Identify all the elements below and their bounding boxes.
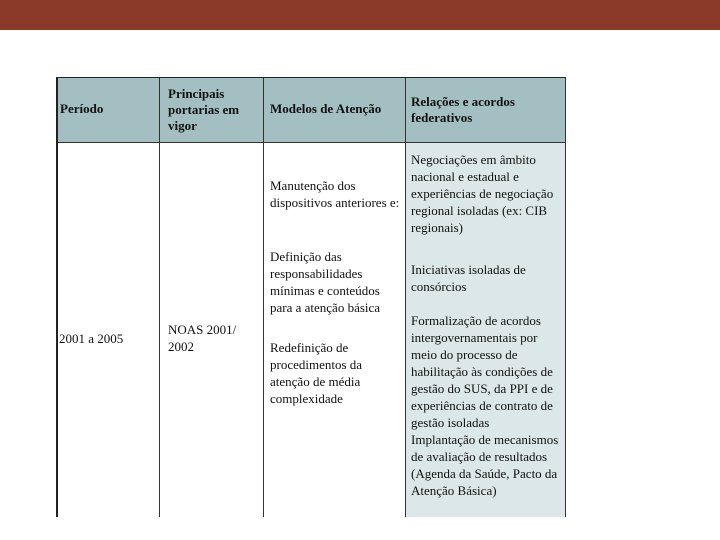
cell-portarias	[160, 143, 264, 517]
cell-relacoes	[406, 143, 566, 517]
policy-table	[56, 77, 566, 517]
header-modelos-label: Modelos de Atenção	[270, 101, 382, 116]
header-periodo	[56, 77, 160, 143]
header-relacoes-label: Relações e acordos federativos	[411, 94, 515, 125]
relacoes-item-4: Implantação de mecanismos de avaliação de resultados (Agenda da Saúde, Pacto da Atenção Básica)	[411, 432, 559, 498]
relacoes-item-3: Formalização de acordos intergovernamentais por meio do processo de habilitação às condições de gestão do SUS, da PPI e de experiências de contrato de gestão isoladas	[411, 313, 553, 430]
header-portarias	[160, 77, 264, 143]
periodo-value: 2001 a 2005	[59, 331, 124, 346]
header-relacoes	[406, 77, 566, 143]
relacoes-item-2: Iniciativas isoladas de consórcios	[411, 262, 526, 294]
relacoes-item-1: Negociações em âmbito nacional e estadual e experiências de negociação regional isoladas (ex: CIB regionais)	[411, 152, 554, 235]
modelos-item-3: Redefinição de procedimentos da atenção de média complexidade	[270, 340, 363, 406]
top-banner	[0, 0, 720, 30]
cell-periodo	[56, 143, 160, 517]
portarias-value: NOAS 2001/ 2002	[168, 322, 237, 354]
header-modelos	[264, 77, 406, 143]
cell-modelos	[264, 143, 406, 517]
header-periodo-label: Período	[60, 101, 104, 116]
header-portarias-label: Principais portarias em vigor	[168, 86, 240, 133]
modelos-item-2: Definição das responsabilidades mínimas e conteúdos para a atenção básica	[270, 249, 381, 315]
modelos-item-1: Manutenção dos dispositivos anteriores e:	[270, 178, 400, 210]
